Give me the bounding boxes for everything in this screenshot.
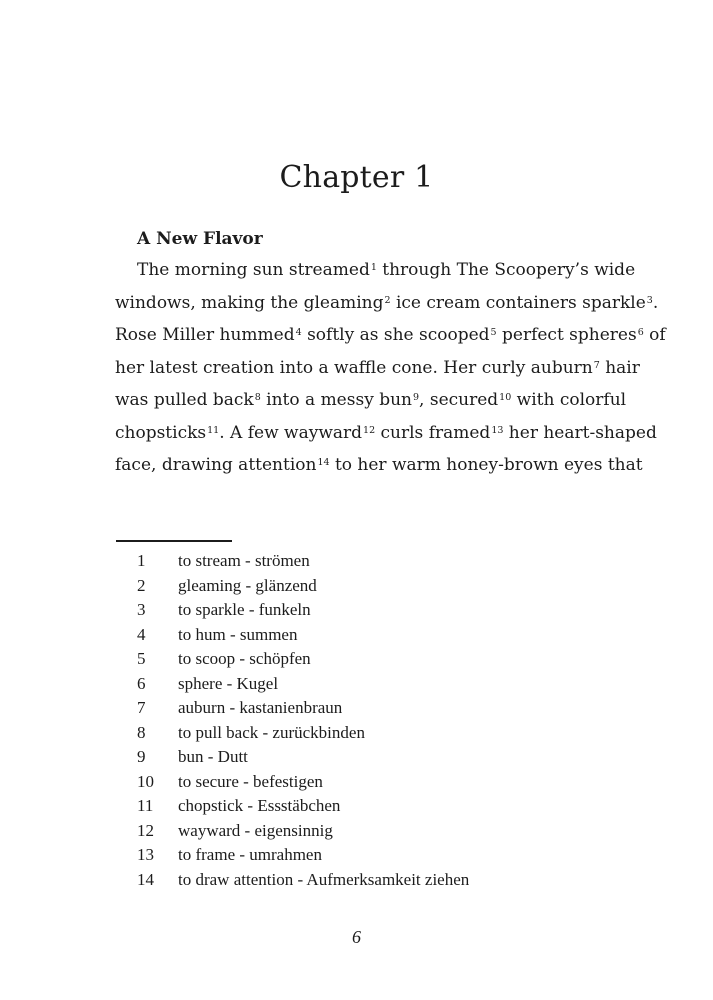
footnote-reference: 5: [490, 327, 497, 338]
paragraph-line: [115, 352, 640, 385]
text-run: to her warm honey-brown eyes that: [329, 455, 643, 475]
footnote-number: 7: [137, 698, 146, 717]
footnote-reference: 11: [207, 424, 220, 436]
text-run: The morning sun streamed: [137, 260, 370, 280]
footnote-number: 6: [137, 673, 146, 693]
text-run: . A few wayward: [219, 422, 363, 443]
paragraph-line: [115, 287, 659, 320]
footnote-number: 8: [137, 722, 146, 742]
text-run: chopsticks: [115, 422, 207, 443]
footnote-text: to draw attention - Aufmerksamkeit ziehen: [178, 869, 470, 889]
footnote-text: to secure - befestigen: [178, 771, 323, 791]
footnote-text: to frame - umrahmen: [178, 845, 322, 864]
footnote: [116, 868, 616, 893]
footnote-reference: 4: [295, 327, 302, 338]
paragraph-line: [115, 254, 636, 287]
footnote: [116, 672, 616, 697]
footnote-number: 3: [137, 600, 146, 619]
footnote-number: 11: [137, 796, 154, 815]
footnote: [116, 647, 616, 672]
footnote-reference: 12: [363, 424, 376, 436]
text-run: , secured: [419, 390, 499, 410]
footnote-number: 9: [137, 747, 146, 766]
text-run: her heart-shaped: [503, 422, 657, 443]
page-number: 6: [352, 927, 361, 947]
footnote-number: 12: [137, 820, 154, 840]
footnote-reference: 9: [412, 392, 420, 403]
footnote-reference: 6: [637, 327, 644, 338]
text-run: .: [652, 292, 659, 313]
text-run: face, drawing attention: [115, 455, 317, 475]
footnote-text: to sparkle - funkeln: [178, 600, 311, 619]
text-run: ice cream containers sparkle: [390, 292, 646, 313]
text-run: windows, making the gleaming: [115, 292, 384, 313]
footnote: [116, 721, 616, 746]
footnote-number: 2: [137, 575, 146, 595]
footnote-reference: 13: [491, 424, 504, 436]
footnote-text: to pull back - zurückbinden: [178, 722, 365, 742]
text-run: through The Scoopery’s wide: [376, 260, 636, 280]
footnote: [116, 549, 616, 574]
footnote: [116, 574, 616, 599]
footnote-text: wayward - eigensinnig: [178, 820, 333, 840]
footnote: [116, 696, 616, 721]
footnote-text: to stream - strömen: [178, 551, 310, 570]
footnote-reference: 14: [317, 457, 330, 468]
footnote-number: 13: [137, 845, 154, 864]
footnote-text: chopstick - Essstäbchen: [178, 796, 341, 815]
footnote: [116, 598, 616, 623]
footnote-reference: 10: [499, 392, 512, 403]
text-run: softly as she scooped: [301, 325, 490, 345]
paragraph-line: [115, 449, 643, 482]
footnote-number: 1: [137, 551, 146, 570]
footnote-text: to scoop - schöpfen: [178, 649, 311, 668]
text-run: curls framed: [375, 422, 491, 443]
text-run: Rose Miller hummed: [115, 325, 295, 345]
footnote-text: gleaming - glänzend: [178, 575, 317, 595]
footnote-text: auburn - kastanienbraun: [178, 698, 343, 717]
text-run: her latest creation into a waffle cone. Her curly auburn: [115, 357, 593, 378]
footnote-separator: [116, 540, 232, 542]
footnote-reference: 8: [254, 392, 261, 403]
paragraph-line: [115, 319, 666, 352]
footnote-reference: 7: [593, 359, 600, 371]
footnote-reference: 3: [646, 294, 653, 306]
footnote-number: 5: [137, 649, 146, 668]
footnote-number: 4: [137, 624, 146, 644]
footnote: [116, 623, 616, 648]
text-run: hair: [599, 357, 640, 378]
footnote-text: sphere - Kugel: [178, 673, 279, 693]
text-run: of: [643, 325, 666, 345]
footnote: [116, 794, 616, 819]
footnote: [116, 819, 616, 844]
section-heading: A New Flavor: [137, 229, 263, 249]
footnote-text: bun - Dutt: [178, 747, 248, 766]
footnote-reference: 1: [370, 262, 377, 273]
footnote-list: [116, 549, 616, 892]
body-paragraph: [115, 254, 666, 482]
footnote: [116, 770, 616, 795]
footnote-text: to hum - summen: [178, 624, 298, 644]
text-run: into a messy bun: [260, 390, 412, 410]
text-run: perfect spheres: [496, 325, 637, 345]
chapter-title: Chapter 1: [279, 160, 434, 195]
footnote-number: 14: [137, 869, 154, 889]
footnote: [116, 745, 616, 770]
footnote-number: 10: [137, 771, 154, 791]
footnote: [116, 843, 616, 868]
paragraph-line: [115, 417, 657, 450]
footnote-reference: 2: [384, 294, 391, 306]
text-run: was pulled back: [115, 390, 254, 410]
text-run: with colorful: [511, 390, 627, 410]
paragraph-line: [115, 384, 625, 417]
